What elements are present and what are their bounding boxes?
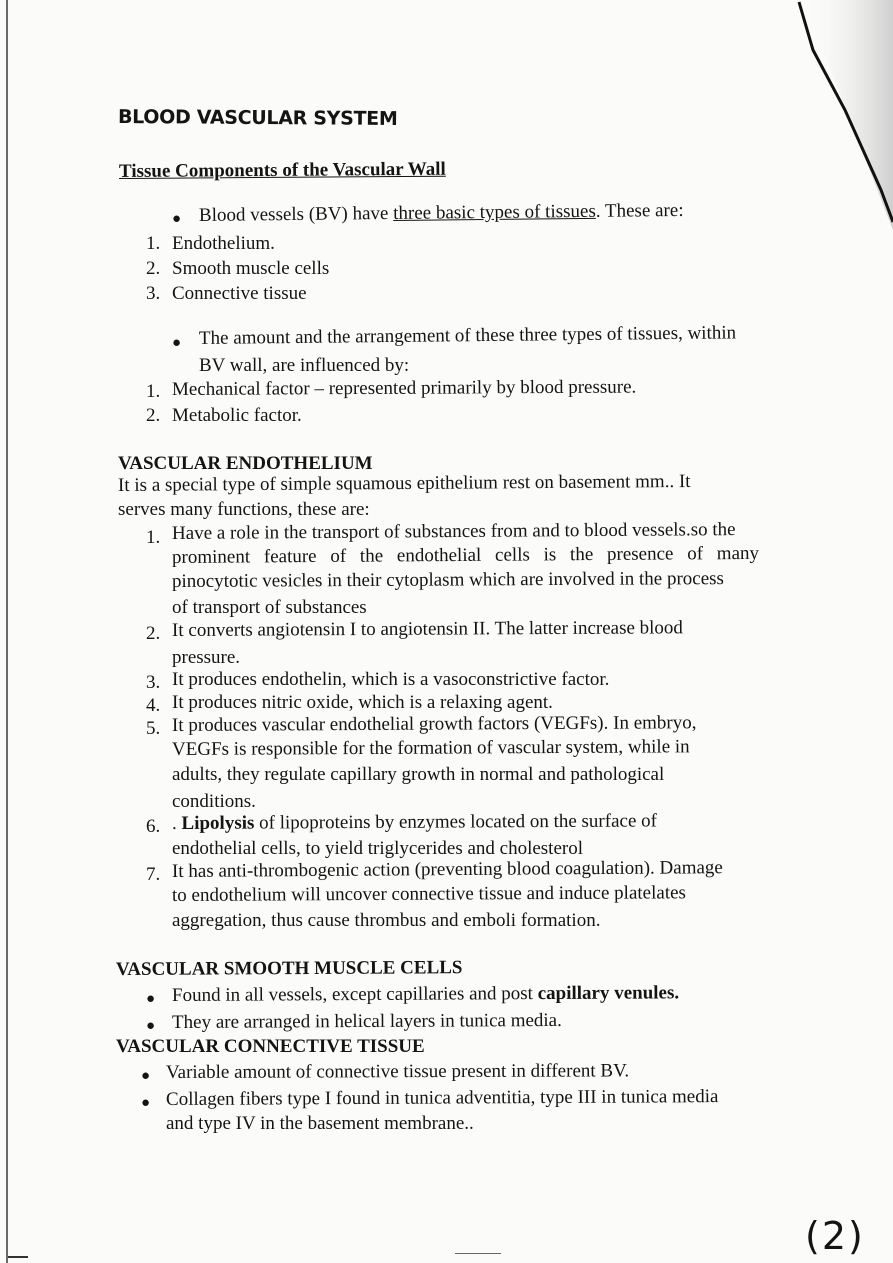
list-item: endothelial cells, to yield triglycerides and cholesterol [172, 838, 584, 859]
bullet-text: and type IV in the basement membrane.. [166, 1113, 474, 1134]
list-item: Have a role in the transport of substances from and to blood vessels.so the [171, 519, 736, 544]
page-number: (2) [805, 1214, 865, 1258]
list-item: Endothelium. [172, 233, 275, 254]
page-edge-bottom [8, 1256, 28, 1258]
list-number: 2. [146, 623, 161, 644]
list-number: 1. [146, 527, 161, 548]
list-number: 5. [146, 718, 161, 739]
list-number: 4. [146, 695, 161, 716]
section-heading-tissue: Tissue Components of the Vascular Wall [118, 158, 446, 182]
list-number: 6. [146, 816, 161, 837]
bullet: ● [141, 1068, 151, 1084]
list-item: VEGFs is responsible for the formation of vascular system, while in [171, 736, 690, 760]
list-item: prominent feature of the endothelial cells is the presence of many [171, 542, 760, 568]
list-item: It produces vascular endothelial growth factors (VEGFs). In embryo, [171, 712, 697, 736]
list-item: to endothelium will uncover connective tissue and induce platelates [171, 882, 686, 906]
list-item: Connective tissue [172, 283, 307, 304]
list-item: It produces endothelin, which is a vasoconstrictive factor. [172, 669, 610, 690]
bullet: ● [146, 1018, 156, 1034]
section-heading-connective: VASCULAR CONNECTIVE TISSUE [116, 1036, 425, 1057]
list-number: 2. [146, 405, 161, 426]
list-number: 7. [146, 864, 161, 885]
list-item: Mechanical factor – represented primarily by blood pressure. [171, 376, 637, 400]
section-heading-smooth-muscle: VASCULAR SMOOTH MUSCLE CELLS [115, 957, 463, 980]
bullet-text: Variable amount of connective tissue present in different BV. [165, 1060, 630, 1083]
list-number: 1. [146, 381, 161, 402]
list-item: pressure. [172, 647, 241, 668]
list-item: conditions. [172, 791, 256, 812]
bullet-text: Found in all vessels, except capillaries and post capillary venules. [171, 982, 680, 1006]
bullet: ● [172, 211, 182, 227]
list-item: of transport of substances [172, 597, 367, 618]
section-heading-endothelium: VASCULAR ENDOTHELIUM [118, 453, 373, 474]
list-item: adults, they regulate capillary growth in normal and pathological [172, 764, 665, 785]
list-number: 3. [146, 283, 161, 304]
list-item: It has anti-thrombogenic action (preventing blood coagulation). Damage [171, 857, 723, 882]
list-item: aggregation, thus cause thrombus and emboli formation. [172, 910, 601, 931]
bullet-text: Blood vessels (BV) have three basic types of tissues. These are: [198, 199, 684, 226]
page-edge-left [6, 0, 8, 1263]
list-number: 1. [146, 233, 161, 254]
page-title: BLOOD VASCULAR SYSTEM [117, 106, 398, 130]
list-item: Smooth muscle cells [172, 258, 330, 279]
page-corner-shadow [783, 0, 893, 230]
bullet: ● [172, 335, 182, 351]
list-number: 3. [146, 672, 161, 693]
paragraph-line: It is a special type of simple squamous epithelium rest on basement mm.. It [117, 471, 691, 496]
bullet-text: Collagen fibers type I found in tunica adventitia, type III in tunica media [165, 1086, 719, 1110]
list-item: Metabolic factor. [172, 405, 302, 426]
bullet-text: They are arranged in helical layers in tunica media. [171, 1009, 562, 1033]
list-number: 2. [146, 258, 161, 279]
bullet: ● [146, 991, 156, 1007]
bullet: ● [141, 1095, 151, 1111]
list-item: It produces nitric oxide, which is a relaxing agent. [172, 692, 553, 713]
bullet-text: The amount and the arrangement of these three types of tissues, within [198, 322, 737, 349]
list-item: . Lipolysis of lipoproteins by enzymes located on the surface of [171, 810, 657, 834]
paragraph-line: serves many functions, these are: [118, 499, 370, 520]
footer-divider [455, 1253, 501, 1254]
list-item: It converts angiotensin I to angiotensin II. The latter increase blood [171, 617, 683, 641]
bullet-text: BV wall, are influenced by: [199, 355, 410, 376]
list-item: pinocytotic vesicles in their cytoplasm which are involved in the process [171, 568, 724, 592]
